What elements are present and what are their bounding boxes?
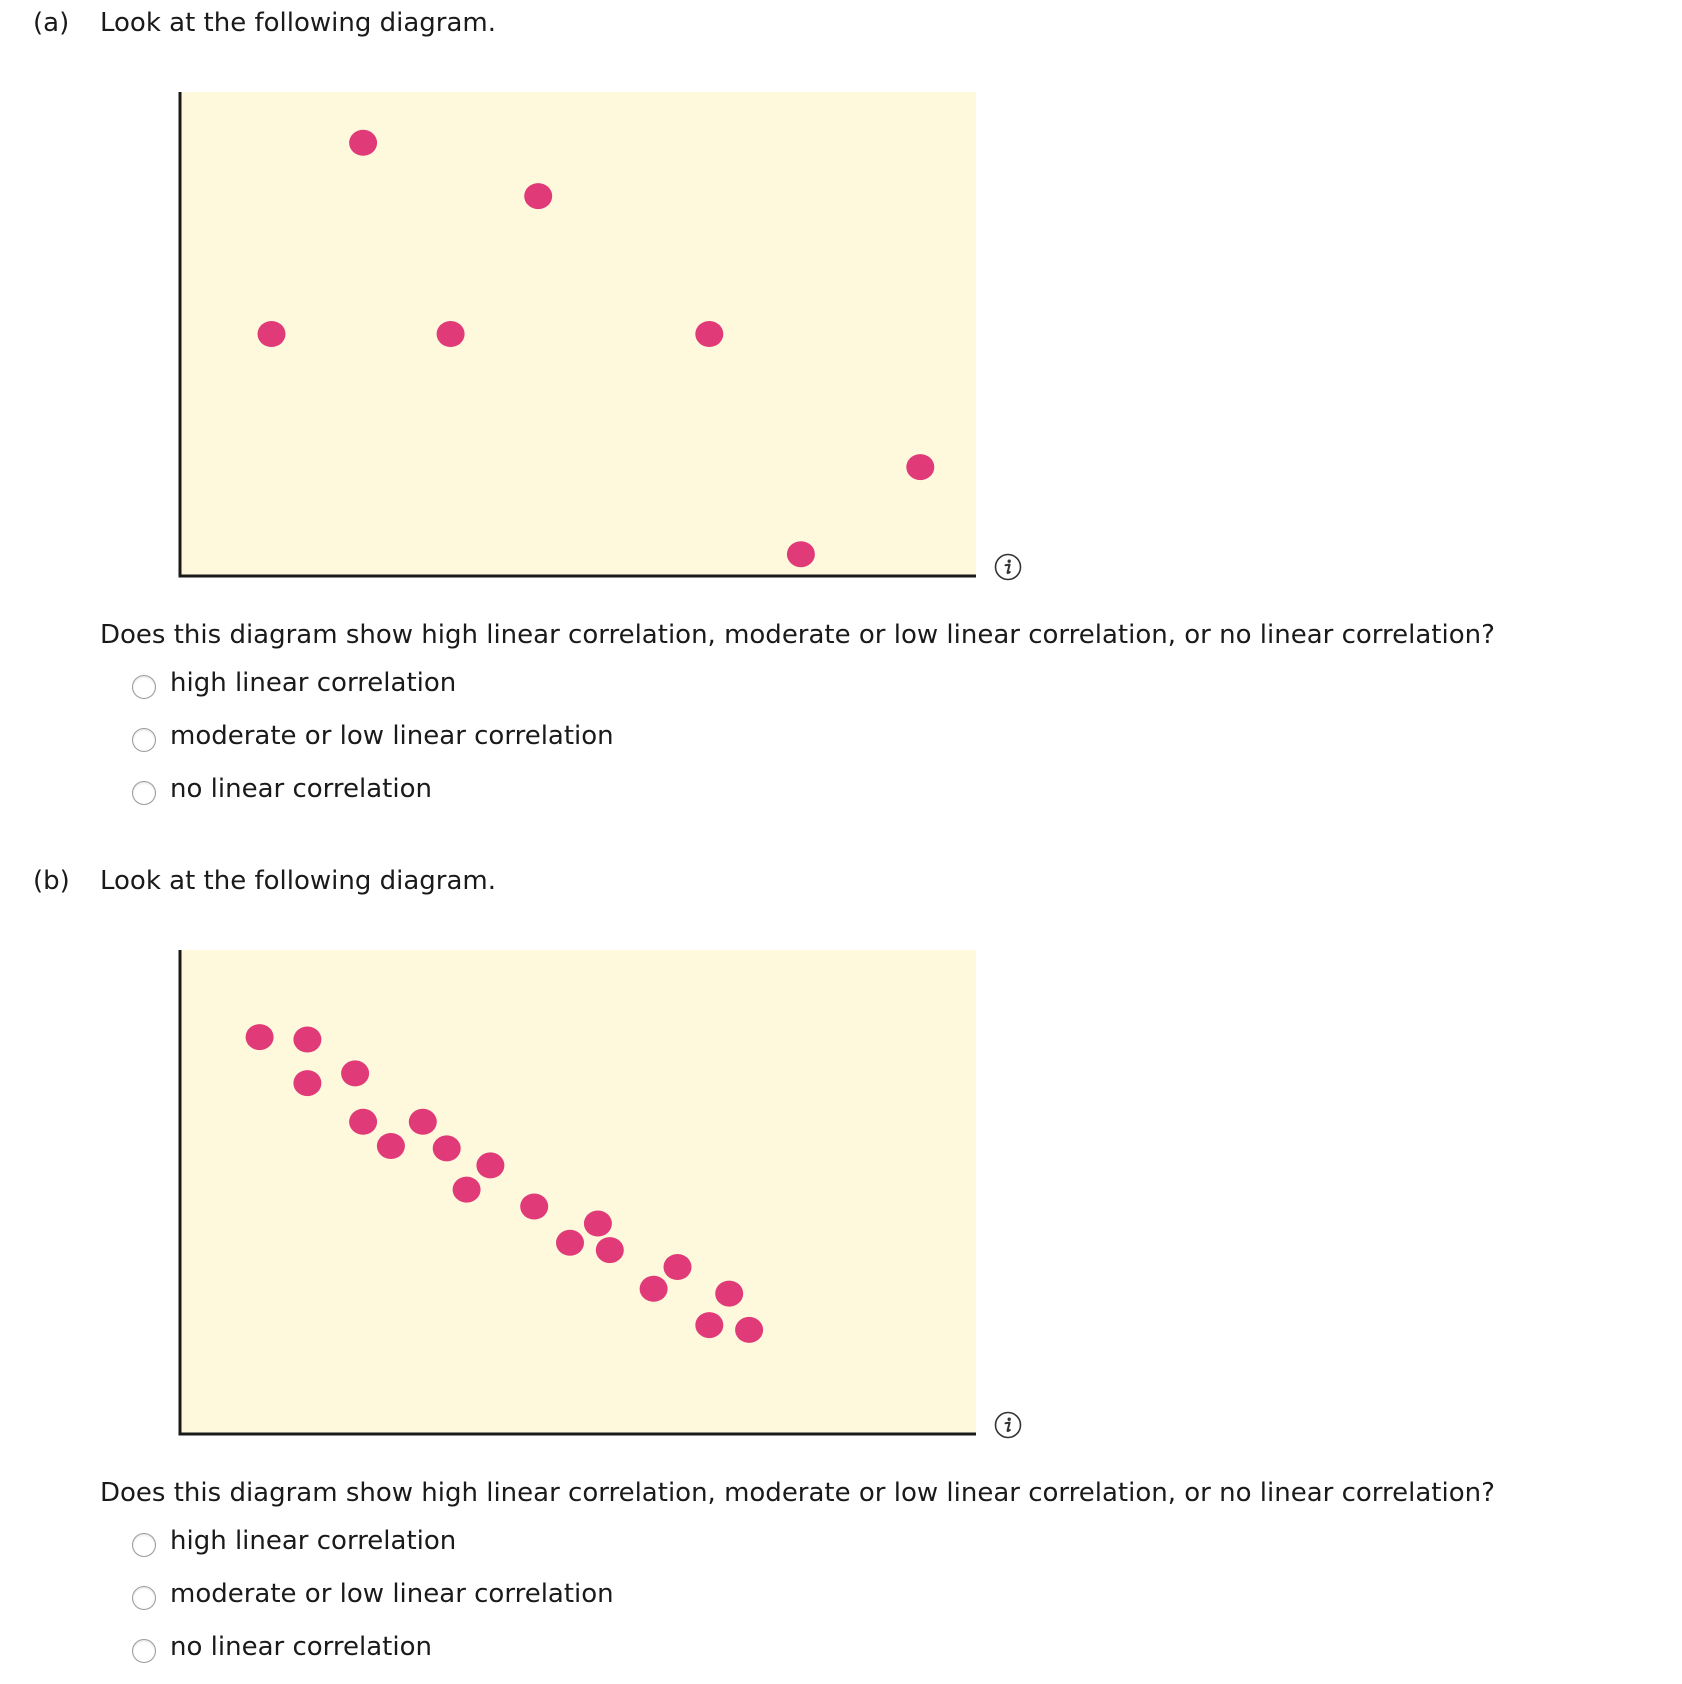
option-high-linear-correlation[interactable] [132,667,614,720]
scatter-plot-svg [178,950,978,1436]
scatter-plot [178,950,978,1436]
data-point [258,321,286,347]
data-point [433,1135,461,1161]
info-button[interactable] [994,553,1022,581]
data-point [715,1281,743,1307]
data-point [787,541,815,567]
info-button[interactable] [994,1411,1022,1439]
part-prompt: Look at the following diagram. [100,866,497,896]
data-point [349,130,377,156]
info-circle-icon [994,553,1022,581]
info-circle-icon [994,1411,1022,1439]
option-moderate-or-low-linear-correlation[interactable] [132,1578,614,1631]
data-point [520,1194,548,1220]
option-no-linear-correlation[interactable] [132,773,614,826]
option-label: no linear correlation [170,774,432,804]
option-label: high linear correlation [170,1526,457,1556]
data-point [246,1024,274,1050]
part-label: (b) [33,866,70,896]
option-label: no linear correlation [170,1632,432,1662]
data-point [341,1060,369,1086]
data-point [437,321,465,347]
data-point [293,1070,321,1096]
data-point [596,1237,624,1263]
data-point [584,1211,612,1237]
scatter-plot [178,92,978,578]
data-point [640,1276,668,1302]
part-prompt: Look at the following diagram. [100,8,497,38]
data-point [377,1133,405,1159]
data-point [664,1254,692,1280]
data-point [695,321,723,347]
question-text: Does this diagram show high linear correlation, moderate or low linear correlation, or no linear correlation? [100,620,1495,650]
radio-button[interactable] [132,675,156,699]
question-text: Does this diagram show high linear correlation, moderate or low linear correlation, or no linear correlation? [100,1478,1495,1508]
option-label: high linear correlation [170,668,457,698]
data-point [695,1312,723,1338]
data-point [453,1177,481,1203]
part-label: (a) [33,8,70,38]
data-point [293,1027,321,1053]
option-high-linear-correlation[interactable] [132,1525,614,1578]
radio-button[interactable] [132,1533,156,1557]
answer-options [132,667,614,826]
radio-button[interactable] [132,1639,156,1663]
data-point [409,1109,437,1135]
data-point [735,1317,763,1343]
radio-button[interactable] [132,1586,156,1610]
answer-options [132,1525,614,1684]
scatter-plot-svg [178,92,978,578]
option-moderate-or-low-linear-correlation[interactable] [132,720,614,773]
radio-button[interactable] [132,781,156,805]
plot-background [180,950,976,1434]
option-no-linear-correlation[interactable] [132,1631,614,1684]
data-point [556,1230,584,1256]
data-point [906,454,934,480]
data-point [349,1109,377,1135]
option-label: moderate or low linear correlation [170,1579,614,1609]
radio-button[interactable] [132,728,156,752]
option-label: moderate or low linear correlation [170,721,614,751]
plot-background [180,92,976,576]
data-point [524,183,552,209]
data-point [476,1152,504,1178]
